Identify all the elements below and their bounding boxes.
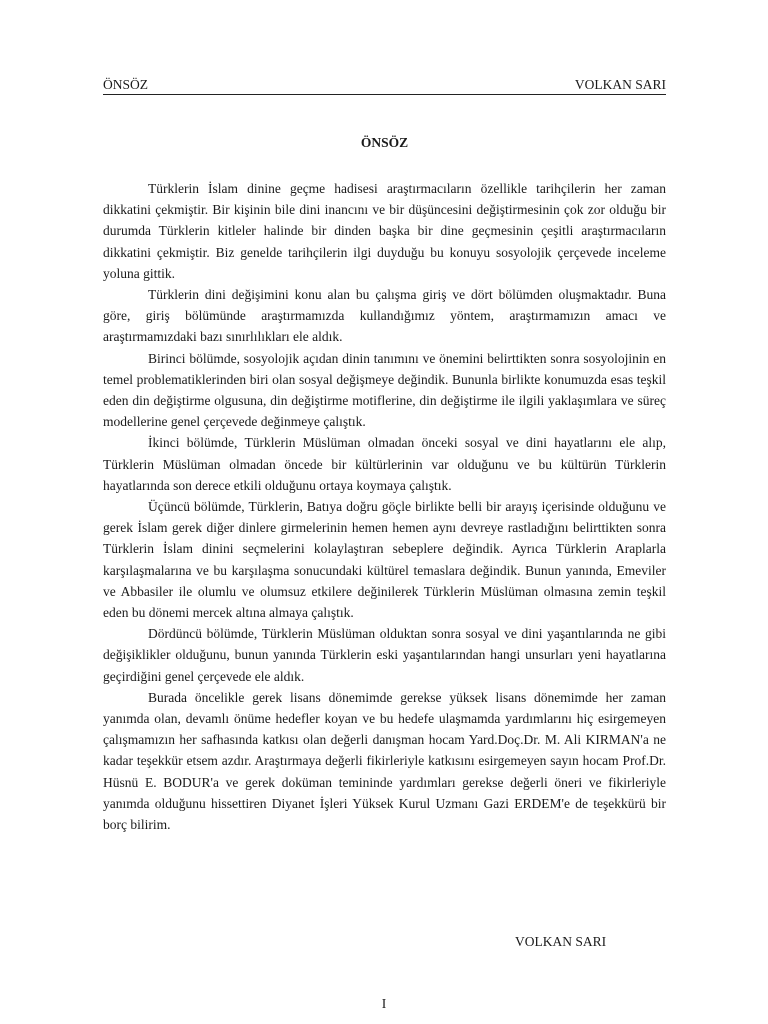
header-author: VOLKAN SARI [574, 77, 666, 92]
paragraph-structure: Türklerin dini değişimini konu alan bu çalışma giriş ve dört bölümden oluşmaktadır. Buna göre, giriş bölümünde araştırmamızda kullandığımız yöntem, araştırmamızın amacı ve araştırmamızdaki bazı sınırlılıkları ele aldık. [103, 287, 666, 345]
paragraph-chapter-3: Üçüncü bölümde, Türklerin, Batıya doğru göçle birlikte belli bir arayış içerisinde olduğunu ve gerek İslam gerek diğer dinlere girmelerinin hemen hemen aynı devreye rastladığını belirttikten sonra Türklerin İslam dinini seçmelerini kolaylaştıran sebeplere değindik. Ayrıca Türklerin Araplarla karşılaşmalarına ve bu karşılaşma sonucundaki kültürel temaslara değindik. Bunun yanında, Emeviler ve Abbasiler ile olumlu ve olumsuz etkilere değinilerek Türklerin Müslüman olmasına zemin teşkil eden bu dönemi mercek altına almaya çalıştık. [103, 499, 666, 621]
paragraph-chapter-2: İkinci bölümde, Türklerin Müslüman olmadan önceki sosyal ve dini hayatlarını ele alıp, Türklerin Müslüman olmadan öncede bir kültürlerinin var olduğunu ve bu kültürün Türklerin hayatlarında son derece etkili olduğunu ortaya koymaya çalıştık. [103, 435, 666, 493]
page-title: ÖNSÖZ [360, 135, 409, 150]
author-signature: VOLKAN SARI [515, 934, 607, 949]
paragraph-chapter-4: Dördüncü bölümde, Türklerin Müslüman olduktan sonra sosyal ve dini yaşantılarında ne gibi değişiklikler olduğunu, bunun yanında Türklerin eski yaşantılarından hangi unsurları yeni hayatlarına geçirdiğini genel çerçevede ele aldık. [103, 626, 666, 684]
paragraph-chapter-1: Birinci bölümde, sosyolojik açıdan dinin tanımını ve önemini belirttikten sonra sosyolojinin en temel problematiklerinden biri olan sosyal değişmeye değindik. Bununla birlikte konumuzda esas teşkil eden din değiştirme olgusuna, din değiştirme motiflerine, din değiştirme ile ilgili yaklaşımlara ve süreç modellerine genel çerçevede değinmeye çalıştık. [103, 350, 666, 430]
header-section-title: ÖNSÖZ [103, 77, 149, 92]
body-text [103, 178, 666, 835]
paragraph-intro: Türklerin İslam dinine geçme hadisesi araştırmacıların özellikle tarihçilerin her zaman dikkatini çekmiştir. Bir kişinin bile dini inancını ve bir düşüncesini değiştirmesinin çok zor olduğu bir durumda Türklerin kitleler halinde bir dinden başka bir dine geçmesinin çeşitli araştırmacıların dikkatini çekmiştir. Biz genelde tarihçilerin ilgi duyduğu bu konuyu sosyolojik çerçevede inceleme yoluna gittik. [103, 181, 666, 281]
running-header [103, 76, 666, 95]
paragraph-acknowledgements: Burada öncelikle gerek lisans dönemimde gerekse yüksek lisans dönemimde her zaman yanımda olan, devamlı önüme hedefler koyan ve bu hedefe ulaşmamda yardımlarını hiç esirgemeyen çalışmamızın her safhasında katkısı olan değerli danışman hocam Yard.Doç.Dr. M. Ali KIRMAN'a ne kadar teşekkür etsem azdır. Araştırmaya değerli fikirleriyle katkısını esirgemeyen sayın hocam Prof.Dr. Hüsnü E. BODUR'a ve gerek doküman temininde yardımları gerekse değerli öneri ve fikirleriyle yanımda olduğunu hissettiren Diyanet İşleri Yüksek Kurul Uzmanı Gazi ERDEM'e de teşekkürü bir borç bilirim. [103, 689, 666, 833]
page-number: I [381, 996, 387, 1011]
